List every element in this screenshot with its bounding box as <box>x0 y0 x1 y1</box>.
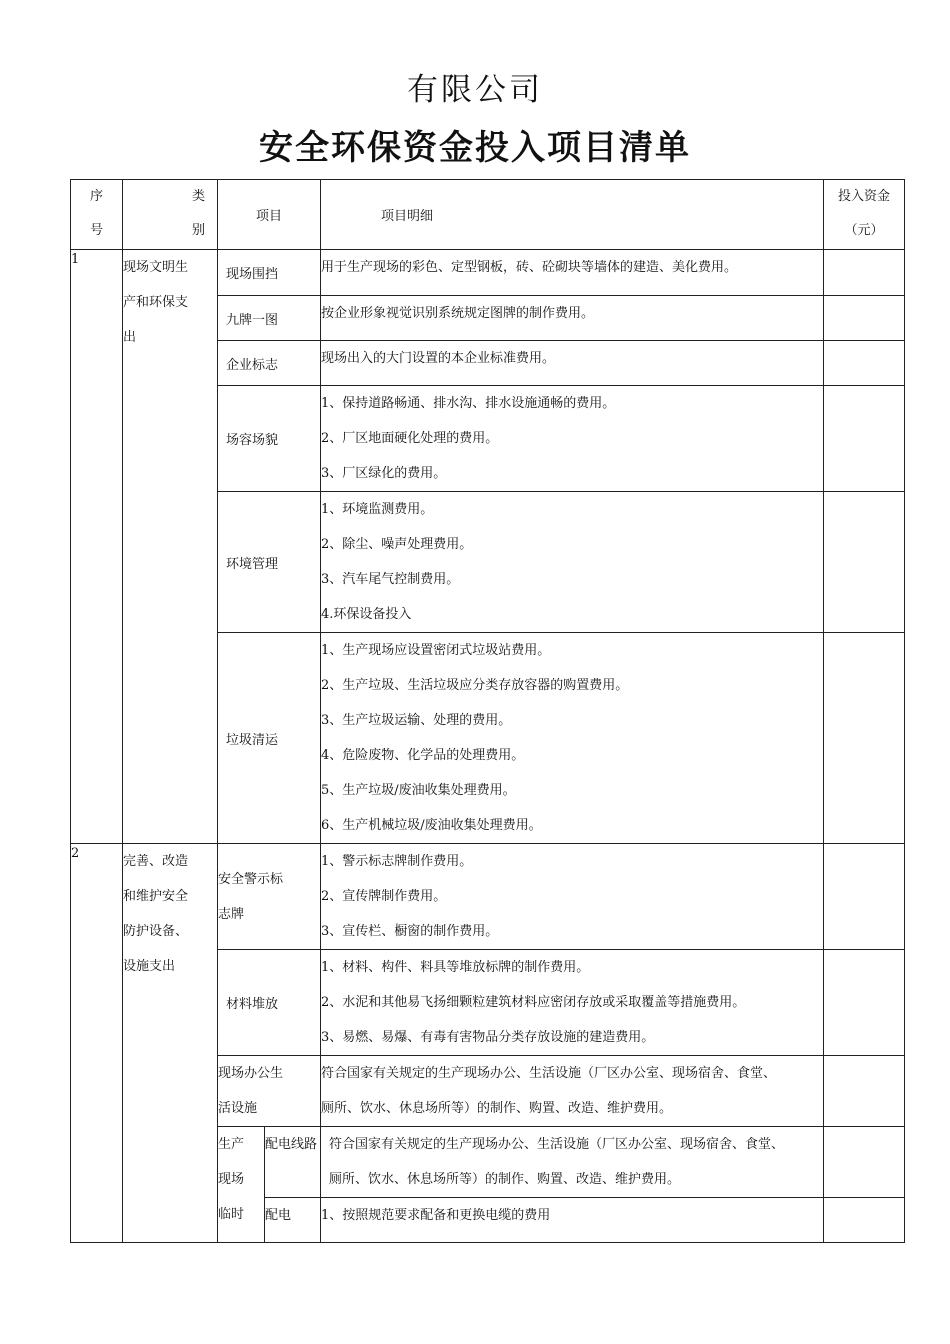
header-detail <box>321 180 824 250</box>
category-line: 和维护安全 <box>123 889 189 904</box>
detail-cell <box>321 296 824 341</box>
header-item <box>218 180 321 250</box>
detail-cell <box>321 492 824 633</box>
detail-line: 厕所、饮水、休息场所等）的制作、购置、改造、维护费用。 <box>329 1172 681 1187</box>
category-cell <box>123 250 218 844</box>
detail-line: 1、环境监测费用。 <box>321 502 434 517</box>
money-cell <box>824 1056 905 1127</box>
header-money-line2: （元） <box>844 223 884 238</box>
detail-line: 3、生产垃圾运输、处理的费用。 <box>321 713 512 728</box>
header-seq <box>71 180 123 250</box>
category-line: 产和环保支 <box>123 295 189 310</box>
item-text: 现场围挡 <box>226 267 279 282</box>
item-cell <box>218 950 321 1056</box>
detail-cell <box>321 950 824 1056</box>
item-cell <box>218 296 321 341</box>
detail-line: 3、易燃、易爆、有毒有害物品分类存放设施的建造费用。 <box>321 1030 655 1045</box>
detail-cell <box>321 844 824 950</box>
detail-line: 2、生产垃圾、生活垃圾应分类存放容器的购置费用。 <box>321 678 629 693</box>
detail-line: 3、宣传栏、橱窗的制作费用。 <box>321 924 499 939</box>
item-text: 现场 <box>218 1172 245 1187</box>
item-text: 活设施 <box>218 1101 258 1116</box>
category-line: 设施支出 <box>123 959 176 974</box>
detail-line: 现场出入的大门设置的本企业标准费用。 <box>321 351 556 366</box>
subitem-text: 配电线路 <box>265 1137 318 1152</box>
detail-cell <box>321 250 824 296</box>
item-text: 安全警示标 <box>218 871 284 887</box>
item-text: 志牌 <box>218 906 245 922</box>
detail-line: 1、生产现场应设置密闭式垃圾站费用。 <box>321 643 551 658</box>
item-text: 临时 <box>218 1207 245 1222</box>
detail-line: 4.环保设备投入 <box>321 607 412 622</box>
header-category <box>123 180 218 250</box>
detail-line: 2、水泥和其他易飞扬细颗粒建筑材料应密闭存放或采取覆盖等措施费用。 <box>321 995 746 1010</box>
item-text: 场容场貌 <box>226 433 279 448</box>
detail-line: 用于生产现场的彩色、定型钢板，砖、砼砌块等墙体的建造、美化费用。 <box>321 260 738 275</box>
item-cell <box>218 1127 265 1243</box>
subitem-cell <box>265 1127 321 1198</box>
detail-line: 2、除尘、噪声处理费用。 <box>321 537 473 552</box>
category-line: 完善、改造 <box>123 854 189 869</box>
detail-cell <box>321 386 824 492</box>
item-cell <box>218 844 321 950</box>
money-cell <box>824 341 905 386</box>
detail-line: 1、保持道路畅通、排水沟、排水设施通畅的费用。 <box>321 396 616 411</box>
item-text: 生产 <box>218 1137 245 1152</box>
header-seq-line1: 序 <box>89 189 103 204</box>
money-cell <box>824 950 905 1056</box>
detail-line: 3、汽车尾气控制费用。 <box>321 572 460 587</box>
category-cell <box>123 844 218 1243</box>
item-text: 环境管理 <box>226 556 279 572</box>
header-row <box>71 180 905 250</box>
row-number <box>71 844 123 1243</box>
detail-line: 1、警示标志牌制作费用。 <box>321 854 473 869</box>
header-money <box>824 180 905 250</box>
header-category-line2: 别 <box>191 223 205 238</box>
header-item-label: 项目 <box>256 209 283 224</box>
detail-line: 4、危险废物、化学品的处理费用。 <box>321 748 525 763</box>
item-cell <box>218 633 321 844</box>
money-cell <box>824 250 905 296</box>
category-line: 防护设备、 <box>123 924 189 939</box>
detail-line: 符合国家有关规定的生产现场办公、生活设施（厂区办公室、现场宿舍、食堂、 <box>329 1137 785 1152</box>
detail-line: 按企业形象视觉识别系统规定图牌的制作费用。 <box>321 306 595 321</box>
header-category-line1: 类 <box>191 189 205 204</box>
money-cell <box>824 1127 905 1198</box>
document-title: 安全环保资金投入项目清单 <box>259 128 691 168</box>
item-cell <box>218 386 321 492</box>
item-text: 企业标志 <box>226 357 279 373</box>
item-cell <box>218 341 321 386</box>
detail-cell <box>321 341 824 386</box>
item-cell <box>218 250 321 296</box>
row-number <box>71 250 123 844</box>
item-cell <box>218 1056 321 1127</box>
investment-table <box>70 179 905 1243</box>
money-cell <box>824 296 905 341</box>
header-detail-label: 项目明细 <box>381 209 434 224</box>
money-cell <box>824 492 905 633</box>
detail-line: 2、宣传牌制作费用。 <box>321 889 447 904</box>
detail-cell <box>321 1198 824 1243</box>
money-cell <box>824 844 905 950</box>
detail-line: 5、生产垃圾/废油收集处理费用。 <box>321 783 516 798</box>
subitem-text: 配电 <box>265 1208 292 1223</box>
table-row <box>71 250 905 296</box>
detail-line: 2、厂区地面硬化处理的费用。 <box>321 431 499 446</box>
row-number-text: 1 <box>71 252 80 267</box>
table-row <box>71 844 905 950</box>
detail-cell <box>321 1056 824 1127</box>
detail-cell <box>321 1127 824 1198</box>
money-cell <box>824 386 905 492</box>
subitem-cell <box>265 1198 321 1243</box>
category-line: 现场文明生 <box>123 260 189 275</box>
item-cell <box>218 492 321 633</box>
detail-line: 符合国家有关规定的生产现场办公、生活设施（厂区办公室、现场宿舍、食堂、 <box>321 1066 777 1081</box>
header-seq-line2: 号 <box>89 223 103 238</box>
item-text: 垃圾清运 <box>226 732 279 748</box>
money-cell <box>824 1198 905 1243</box>
detail-cell <box>321 633 824 844</box>
item-text: 九牌一图 <box>226 312 279 328</box>
item-text: 材料堆放 <box>226 997 279 1012</box>
company-name: 有限公司 <box>407 72 543 108</box>
row-number-text: 2 <box>71 846 80 861</box>
detail-line: 厕所、饮水、休息场所等）的制作、购置、改造、维护费用。 <box>321 1101 673 1116</box>
detail-line: 3、厂区绿化的费用。 <box>321 466 447 481</box>
detail-line: 1、按照规范要求配备和更换电缆的费用 <box>321 1208 551 1223</box>
header-money-line1: 投入资金 <box>838 189 891 204</box>
money-cell <box>824 633 905 844</box>
item-text: 现场办公生 <box>218 1066 284 1081</box>
category-line: 出 <box>123 330 137 345</box>
detail-line: 1、材料、构件、料具等堆放标牌的制作费用。 <box>321 960 590 975</box>
detail-line: 6、生产机械垃圾/废油收集处理费用。 <box>321 818 542 833</box>
